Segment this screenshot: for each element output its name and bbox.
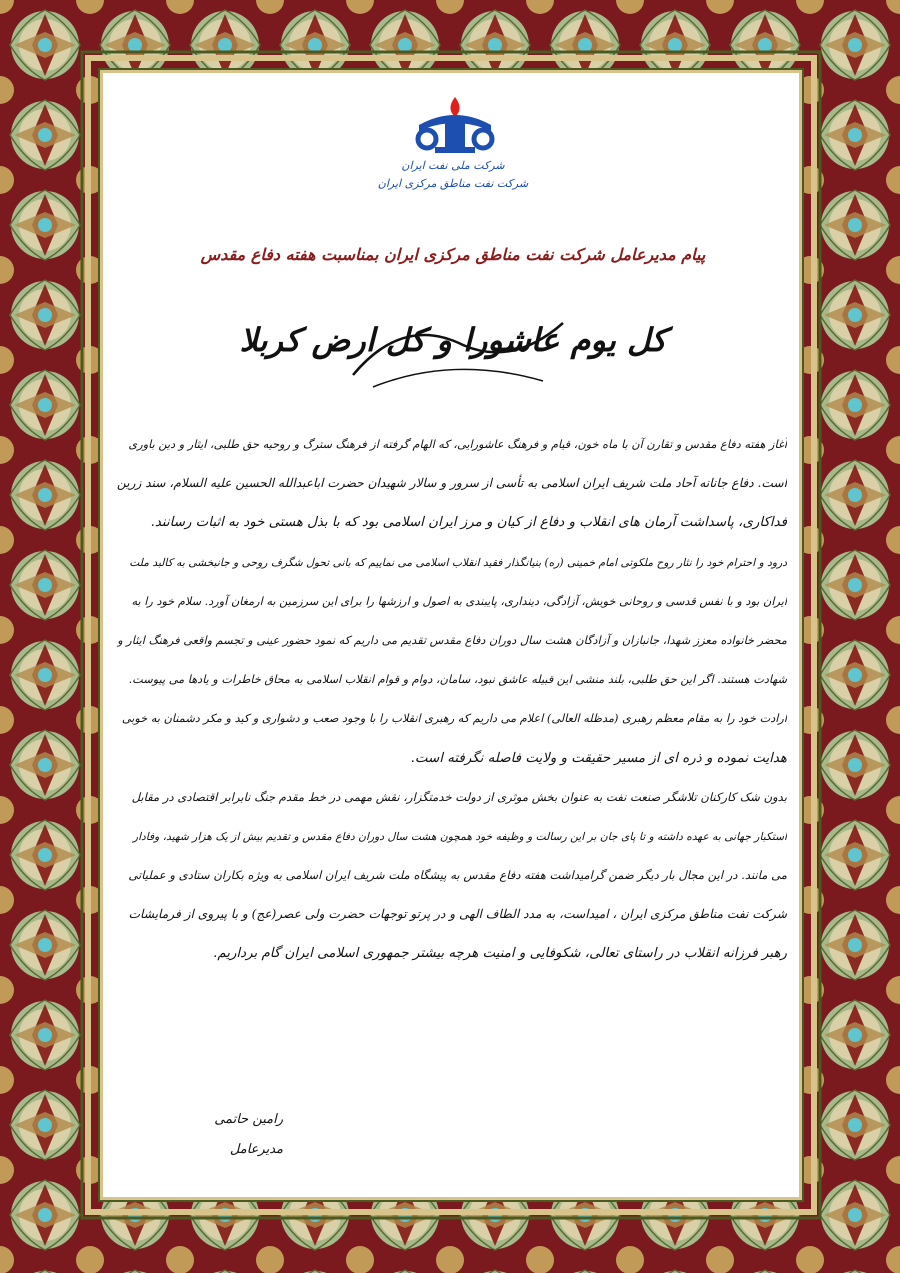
certificate-sheet — [100, 70, 802, 1200]
body-line: شرکت نفت مناطق مرکزی ایران ، امیداست، به مدد الطاف الهی و در پرتو توجهات حضرت ولی عصر(عج) و با پیروی از فرمایشات — [128, 907, 787, 922]
signatory-title: مدیرعامل — [229, 1142, 283, 1157]
body-line: ایران بود و با نفس قدسی و روحانی خویش، آزادگی، دینداری، پایبندی به اصول و ارزشها را برای این سرزمین به ارمغان آورد. سلام خود را به — [131, 594, 787, 608]
body-line: محضر خانواده معزز شهدا، جانبازان و آزادگان هشت سال دوران دفاع مقدس تقدیم می داریم که نمود حضور عینی و تجسم واقعی فرهنگ ایثار و — [117, 633, 787, 647]
body-line: ارادت خود را به مقام معظم رهبری (مدظله العالی) اعلام می داریم که رهبری انقلاب را با وجود صعب و دشواری و کید و مکر دشمنان به خوبی — [121, 712, 787, 726]
organization-name-secondary: شرکت نفت مناطق مرکزی ایران — [377, 177, 529, 190]
message-heading: پیام مدیرعامل شرکت نفت مناطق مرکزی ایران بمناسبت هفته دفاع مقدس — [200, 245, 706, 264]
organization-name-primary: شرکت ملی نفت ایران — [401, 159, 505, 172]
message-body — [117, 425, 787, 974]
body-line: هدایت نموده و ذره ای از مسیر حقیقت و ولایت فاصله نگرفته است. — [410, 750, 787, 766]
body-line: بدون شک کارکنان تلاشگر صنعت نفت به عنوان بخش موثری از دولت خدمتگزار، نقش مهمی در خط مقدم جنگ نابرابر اقتصادی در مقابل — [131, 789, 787, 804]
body-line: رهبر فرزانه انقلاب در راستای تعالی، شکوفایی و امنیت هرچه بیشتر جمهوری اسلامی ایران گام برداریم. — [213, 946, 787, 962]
body-line: استکبار جهانی به عهده داشته و تا پای جان بر این رسالت و وظیفه خود همچون هشت سال دوران دفاع مقدس و تقدیم بیش از یک هزار شهید، وفادار — [132, 829, 787, 843]
body-line: آغاز هفته دفاع مقدس و تقارن آن با ماه خون، قیام و فرهنگ عاشورایی، که الهام گرفته از فرهنگ سترگ و روحیه حق طلبی، ایثار و دین باوری — [128, 438, 787, 451]
body-line: درود و احترام خود را نثار روح ملکوتی امام خمینی (ره) بنیانگذار فقید انقلاب اسلامی می نماییم که بانی تحول شگرف روحی و جانبخشی به کالبد ملت — [129, 555, 787, 569]
body-line: است. دفاع جانانه آحاد ملت شریف ایران اسلامی به تأسی از سرور و سالار شهیدان حضرت اباعبدالله الحسین علیه السلام، سند زرین — [117, 476, 787, 491]
nioc-flame-logo-icon — [405, 95, 505, 157]
signature-block — [143, 1105, 283, 1165]
body-line: می مانند. در این مجال بار دیگر ضمن گرامیداشت هفته دفاع مقدس به پیشگاه ملت شریف ایران اسلامی به ویژه بکاران ستادی و عملیاتی — [128, 868, 787, 883]
calligraphy-verse: کل یوم عاشورا و کل ارض کربلا — [239, 321, 667, 359]
body-line: شهادت هستند. اگر این حق طلبی، بلند منشی این قبیله عاشق نبود، سامان، دوام و قوام انقلاب اسلامی به محاق خاطرات و یادها می پیوست. — [128, 673, 787, 687]
body-line: فداکاری، پاسداشت آرمان های انقلاب و دفاع از کیان و مرز ایران اسلامی بود که با بذل هستی خود به اثبات رسانند. — [150, 515, 787, 531]
signatory-name: رامین حاتمی — [214, 1112, 283, 1127]
